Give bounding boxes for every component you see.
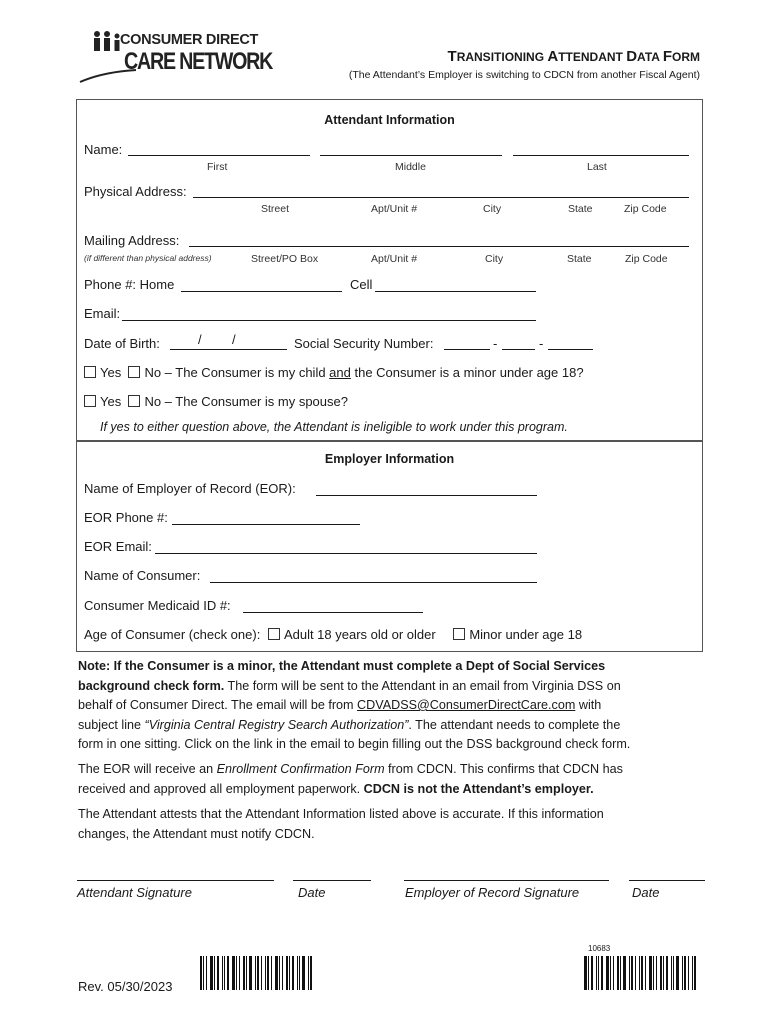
barcode-bar xyxy=(641,956,643,990)
barcode-bar xyxy=(246,956,247,990)
ssn-part3-field[interactable] xyxy=(548,349,593,350)
barcode-bar xyxy=(308,956,309,990)
state-caption: State xyxy=(568,203,593,215)
consumer-name-field[interactable] xyxy=(210,582,537,583)
form-number: 10683 xyxy=(588,944,611,953)
barcode-bar xyxy=(645,956,646,990)
question-minor-child xyxy=(84,365,584,380)
adult-checkbox[interactable] xyxy=(268,628,280,640)
attestation-note xyxy=(78,805,698,844)
ssn-part1-field[interactable] xyxy=(444,349,490,350)
logo-text-top: CONSUMER DIRECT xyxy=(120,32,259,48)
attest-line-2: changes, the Attendant must notify CDCN. xyxy=(78,826,315,841)
barcode-left xyxy=(200,956,318,990)
cell-label: Cell xyxy=(350,277,373,292)
eor-form-name: Enrollment Confirmation Form xyxy=(216,762,385,776)
barcode-bar xyxy=(243,956,245,990)
note-text-5: form in one sitting. Click on the link in the email to begin filling out the DSS background check form. xyxy=(78,737,631,751)
barcode-bar xyxy=(694,956,696,990)
minor-option-label: Minor under age 18 xyxy=(469,627,583,642)
barcode-bar xyxy=(267,956,269,990)
dob-field[interactable] xyxy=(170,349,287,350)
barcode-bar xyxy=(620,956,621,990)
barcode-bar xyxy=(227,956,229,990)
zip-caption: Zip Code xyxy=(624,203,667,215)
attendant-section xyxy=(76,99,703,442)
dss-email-link[interactable]: CDVADSS@ConsumerDirectCare.com xyxy=(357,698,576,712)
barcode-bar xyxy=(299,956,300,990)
q1-no-checkbox[interactable] xyxy=(128,366,140,378)
barcode-bar xyxy=(232,956,235,990)
barcode-bar xyxy=(688,956,689,990)
barcode-bar xyxy=(236,956,237,990)
eor-email-label: EOR Email: xyxy=(84,539,152,554)
barcode-bar xyxy=(629,956,630,990)
form-title: TRANSITIONING ATTENDANT DATA FORM xyxy=(447,48,700,65)
email-label: Email: xyxy=(84,306,121,321)
q1-yes-label: Yes xyxy=(100,365,122,380)
eor-text-2-bold: CDCN is not the Attendant’s employer. xyxy=(363,781,594,796)
ssn-part2-field[interactable] xyxy=(502,349,535,350)
attendant-section-title: Attendant Information xyxy=(324,113,455,127)
note-text-2: The form will be sent to the Attendant in an email from Virginia DSS on xyxy=(224,678,621,693)
mailing-address-field[interactable] xyxy=(189,246,689,247)
minor-checkbox[interactable] xyxy=(453,628,465,640)
barcode-bar xyxy=(684,956,686,990)
eor-name-field[interactable] xyxy=(316,495,537,496)
note-bold-2: background check form. xyxy=(78,678,225,693)
barcode-bar xyxy=(613,956,614,990)
form-subtitle: (The Attendant’s Employer is switching to CDCN from another Fiscal Agent) xyxy=(348,69,700,81)
attendant-date-label: Date xyxy=(298,885,326,900)
q2-yes-label: Yes xyxy=(100,394,122,409)
barcode-bar xyxy=(292,956,294,990)
barcode-bar xyxy=(297,956,298,990)
q2-yes-checkbox[interactable] xyxy=(84,395,96,407)
eor-email-field[interactable] xyxy=(155,553,537,554)
phone-home-label: Phone #: Home xyxy=(84,277,175,292)
ineligible-note: If yes to either question above, the Attendant is ineligible to work under this program. xyxy=(100,420,568,434)
last-caption: Last xyxy=(587,161,607,173)
apt-caption: Apt/Unit # xyxy=(371,203,418,215)
q2-no-checkbox[interactable] xyxy=(128,395,140,407)
barcode-bar xyxy=(282,956,283,990)
barcode-bar xyxy=(649,956,652,990)
first-name-field[interactable] xyxy=(128,155,310,156)
barcode-bar xyxy=(584,956,587,990)
note-subject: “Virginia Central Registry Search Authorization” xyxy=(144,717,409,732)
ssn-dash-1: - xyxy=(493,336,498,351)
consumer-age-row xyxy=(84,627,582,642)
note-text-3-end: with xyxy=(575,698,602,712)
attendant-signature-label: Attendant Signature xyxy=(77,885,192,900)
cell-field[interactable] xyxy=(375,291,536,292)
eor-phone-label: EOR Phone #: xyxy=(84,510,168,525)
barcode-bar xyxy=(200,956,202,990)
barcode-bar xyxy=(222,956,223,990)
barcode-bar xyxy=(671,956,672,990)
mailing-apt-caption: Apt/Unit # xyxy=(371,253,418,265)
middle-name-field[interactable] xyxy=(320,155,502,156)
eor-text-2: received and approved all employment paperwork. xyxy=(78,781,364,796)
logo-swoosh xyxy=(78,64,138,86)
note-bold-1: Note: If the Consumer is a minor, the Attendant must complete a Dept of Social Services xyxy=(78,659,606,673)
phone-home-field[interactable] xyxy=(181,291,342,292)
dob-slash-1: / xyxy=(198,332,202,347)
mailing-note: (if different than physical address) xyxy=(84,253,212,263)
q2-no-label: No – The Consumer is my spouse? xyxy=(144,394,348,409)
note-text-4-end: . The attendant needs to complete the xyxy=(408,717,621,732)
barcode-bar xyxy=(310,956,312,990)
barcode-bar xyxy=(279,956,280,990)
adult-option-label: Adult 18 years old or older xyxy=(283,627,436,642)
barcode-bar xyxy=(653,956,654,990)
people-icon xyxy=(92,30,122,52)
barcode-bar xyxy=(606,956,609,990)
street-caption: Street xyxy=(261,203,290,215)
barcode-bar xyxy=(660,956,662,990)
revision-date: Rev. 05/30/2023 xyxy=(78,979,173,994)
barcode-bar xyxy=(224,956,225,990)
barcode-bar xyxy=(656,956,657,990)
eor-signature-label: Employer of Record Signature xyxy=(405,885,580,900)
barcode-bar xyxy=(631,956,633,990)
middle-caption: Middle xyxy=(395,161,426,173)
medicaid-id-field[interactable] xyxy=(243,612,423,613)
employer-section xyxy=(76,440,703,652)
dob-label: Date of Birth: xyxy=(84,336,160,351)
barcode-bar xyxy=(596,956,597,990)
last-name-field[interactable] xyxy=(513,155,689,156)
barcode-bar xyxy=(639,956,640,990)
barcode-bar xyxy=(210,956,213,990)
barcode-bar xyxy=(302,956,305,990)
mailing-zip-caption: Zip Code xyxy=(625,253,668,265)
barcode-bar xyxy=(214,956,215,990)
barcode-bar xyxy=(617,956,619,990)
barcode-bar xyxy=(257,956,259,990)
barcode-bar xyxy=(601,956,603,990)
barcode-bar xyxy=(261,956,262,990)
attest-line-1: The Attendant attests that the Attendant Information listed above is accurate. If this information xyxy=(78,807,604,821)
eor-text-1-end: from CDCN. This confirms that CDCN has xyxy=(384,762,623,776)
eor-confirmation-note xyxy=(78,760,698,799)
barcode-right xyxy=(584,956,702,990)
barcode-bar xyxy=(265,956,266,990)
barcode-bar xyxy=(673,956,674,990)
q1-no-label-and: and xyxy=(329,365,351,380)
barcode-bar xyxy=(275,956,278,990)
city-caption: City xyxy=(483,203,502,215)
barcode-bar xyxy=(206,956,207,990)
barcode-bar xyxy=(249,956,252,990)
age-label: Age of Consumer (check one): xyxy=(84,627,261,642)
barcode-bar xyxy=(692,956,693,990)
mailing-address-label: Mailing Address: xyxy=(84,233,180,248)
email-field[interactable] xyxy=(122,320,536,321)
eor-date-field[interactable] xyxy=(629,880,705,881)
barcode-bar xyxy=(635,956,636,990)
note-text-4: subject line xyxy=(78,717,145,732)
question-spouse xyxy=(84,394,348,409)
physical-address-label: Physical Address: xyxy=(84,184,187,199)
logo-text-bottom: CARE NETWORK xyxy=(124,48,273,75)
barcode-bar xyxy=(289,956,290,990)
barcode-bar xyxy=(286,956,288,990)
medicaid-id-label: Consumer Medicaid ID #: xyxy=(84,598,231,613)
name-label: Name: xyxy=(84,142,123,157)
first-caption: First xyxy=(207,161,228,173)
barcode-bar xyxy=(588,956,589,990)
ssn-label: Social Security Number: xyxy=(294,336,434,351)
eor-phone-field[interactable] xyxy=(172,524,360,525)
barcode-bar xyxy=(271,956,272,990)
q1-no-label-b: the Consumer is a minor under age 18? xyxy=(350,365,584,380)
q1-yes-checkbox[interactable] xyxy=(84,366,96,378)
physical-address-field[interactable] xyxy=(193,197,689,198)
barcode-bar xyxy=(239,956,240,990)
street-po-caption: Street/PO Box xyxy=(251,253,319,265)
barcode-bar xyxy=(610,956,611,990)
ssn-dash-2: - xyxy=(539,336,544,351)
barcode-bar xyxy=(623,956,626,990)
barcode-bar xyxy=(666,956,668,990)
eor-name-label: Name of Employer of Record (EOR): xyxy=(84,481,296,496)
dob-slash-2: / xyxy=(232,332,236,347)
barcode-bar xyxy=(663,956,664,990)
logo xyxy=(78,28,273,84)
employer-section-title: Employer Information xyxy=(324,452,455,466)
barcode-bar xyxy=(591,956,593,990)
mailing-city-caption: City xyxy=(485,253,504,265)
barcode-bar xyxy=(676,956,679,990)
barcode-bar xyxy=(203,956,204,990)
eor-date-label: Date xyxy=(632,885,660,900)
barcode-bar xyxy=(682,956,683,990)
eor-text-1: The EOR will receive an xyxy=(78,762,217,776)
q1-no-label-a: No – The Consumer is my child xyxy=(144,365,330,380)
minor-note xyxy=(78,657,698,755)
eor-signature-field[interactable] xyxy=(404,880,609,881)
barcode-bar xyxy=(217,956,219,990)
note-text-3: behalf of Consumer Direct. The email will be from xyxy=(78,698,358,712)
barcode-bar xyxy=(255,956,256,990)
consumer-name-label: Name of Consumer: xyxy=(84,568,201,583)
attendant-date-field[interactable] xyxy=(293,880,371,881)
mailing-state-caption: State xyxy=(567,253,592,265)
attendant-signature-field[interactable] xyxy=(77,880,274,881)
barcode-bar xyxy=(598,956,599,990)
